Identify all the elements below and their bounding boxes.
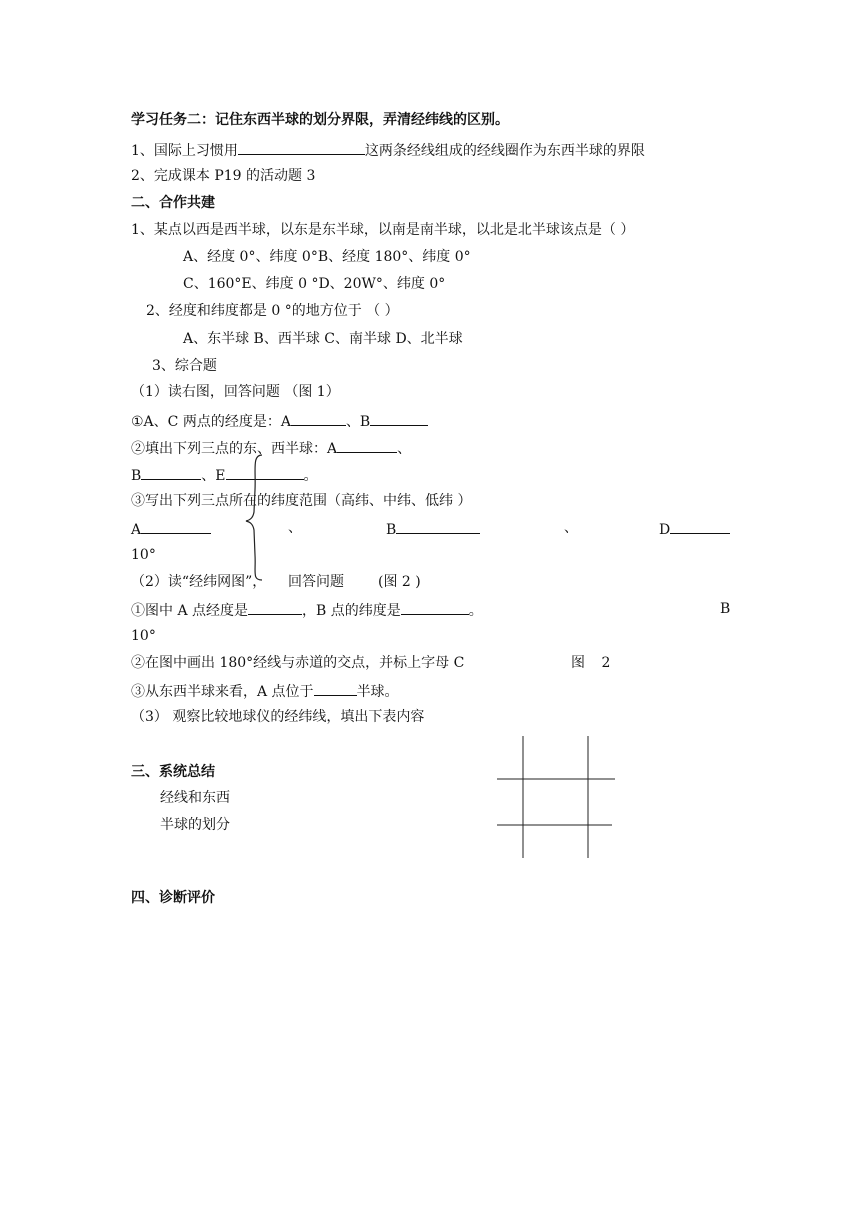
q3-1-b-label: ②填出下列三点的东、西半球：A: [131, 441, 338, 457]
section-3-heading: 三、系统总结: [131, 764, 215, 780]
q3-2-c-after: 半球。: [356, 684, 399, 700]
question-3-1-intro: （1）读右图，回答问题 （图 1）: [131, 384, 340, 400]
section-2-heading: 二、合作共建: [131, 195, 215, 211]
q3-1-c-sep2: 、: [564, 520, 578, 536]
task2-heading: 学习任务二：记住东西半球的划分界限，弄清经纬线的区别。: [131, 112, 509, 128]
q3-1-b-sep: 、: [397, 441, 412, 457]
task2-question-2: 2、完成课本 P19 的活动题 3: [131, 168, 316, 184]
q3-1-a-label: ①A、C 两点的经度是：A: [131, 414, 291, 430]
q3-2-intro-a: （2）读“经纬网图”，: [131, 574, 267, 590]
figure-2-degree-label: 10°: [131, 628, 156, 644]
q3-2-a-before: ①图中 A 点经度是: [131, 603, 249, 619]
question-1-stem: 1、某点以西是西半球，以东是东半球，以南是南半球，以北是北半球该点是（ ）: [131, 222, 635, 238]
q3-1-c-sep1: 、: [288, 520, 302, 536]
question-1-options-ab: A、经度 0°、纬度 0°B、经度 180°、纬度 0°: [183, 249, 471, 265]
summary-text-line-2: 半球的划分: [160, 817, 230, 833]
task2-q1-suffix: 这两条经线组成的经线圈作为东西半球的界限: [364, 143, 645, 159]
figure-1-degree-label: 10°: [131, 547, 156, 563]
q3-2-a-end: 。: [468, 603, 483, 619]
q3-2-a-mid: ，B 点的纬度是: [302, 603, 401, 619]
curly-brace: [246, 455, 262, 580]
task2-q1-prefix: 1、国际上习惯用: [131, 143, 238, 159]
q3-2-c-before: ③从东西半球来看，A 点位于: [131, 684, 314, 700]
question-2-options: A、东半球 B、西半球 C、南半球 D、北半球: [183, 331, 463, 347]
q3-1-a-sep: 、B: [345, 414, 371, 430]
q3-1-c-d-letter: D: [659, 522, 671, 538]
q3-1-b2-e: 、E: [201, 468, 226, 484]
question-3-title: 3、综合题: [152, 358, 217, 374]
section-4-heading: 四、诊断评价: [131, 890, 215, 906]
q3-1-c-b-letter: B: [386, 522, 397, 538]
q3-1-b2-end: 。: [303, 468, 318, 484]
question-3-2-b: ②在图中画出 180°经线与赤道的交点，并标上字母 C: [131, 655, 465, 671]
q3-2-intro-c: (图 2 ): [378, 574, 421, 590]
question-3-3: （3） 观察比较地球仪的经纬线，填出下表内容: [131, 709, 425, 725]
question-1-options-cd: C、160°E、纬度 0 °D、20W°、纬度 0°: [183, 276, 446, 292]
question-3-1-c: ③写出下列三点所在的纬度范围（高纬、中纬、低纬 ）: [131, 493, 472, 509]
figure-2-caption: 图 2: [571, 655, 617, 671]
q3-1-c-a-letter: A: [131, 522, 142, 538]
summary-text-line-1: 经线和东西: [160, 790, 230, 806]
question-2-stem: 2、经度和纬度都是 0 °的地方位于 （ ）: [146, 303, 399, 319]
figure-2-point-b: B: [720, 601, 731, 617]
q3-2-intro-b: 回答问题: [288, 574, 344, 590]
q3-1-b2-b: B: [131, 468, 142, 484]
